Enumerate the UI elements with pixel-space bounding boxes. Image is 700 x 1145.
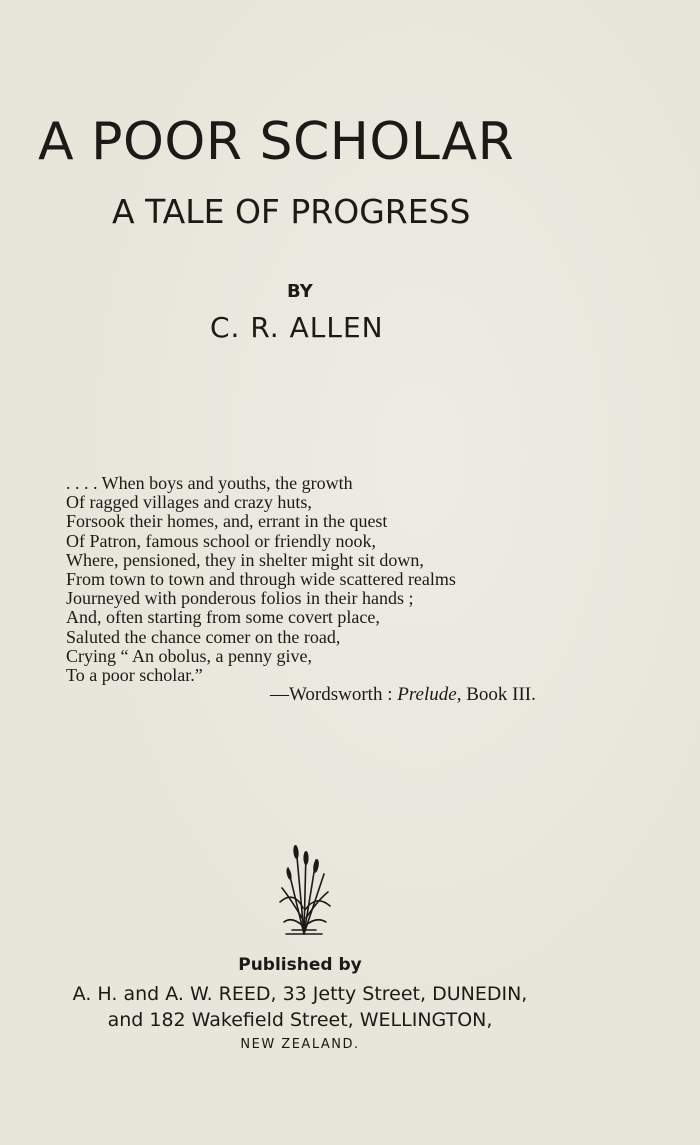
epigraph-line: Crying “ An obolus, a penny give,: [66, 645, 312, 666]
reed-bundle-icon: [276, 838, 332, 938]
epigraph-line: Forsook their homes, and, errant in the quest: [66, 511, 388, 532]
epigraph-line: To a poor scholar.”: [66, 665, 203, 686]
epigraph-line: Of ragged villages and crazy huts,: [66, 492, 312, 513]
epigraph-line: Of Patron, famous school or friendly nook,: [66, 530, 376, 551]
epigraph-line: Journeyed with ponderous folios in their hands ;: [66, 588, 414, 609]
publisher-address-line-2: and 182 Wakefield Street, WELLINGTON,: [107, 1009, 493, 1031]
author-name: C. R. ALLEN: [210, 311, 384, 344]
epigraph-line: . . . . When boys and youths, the growth: [66, 473, 353, 493]
publisher-block: [0, 955, 600, 1052]
by-label: BY: [287, 281, 313, 302]
epigraph-attribution: [270, 684, 536, 706]
book-title: A POOR SCHOLAR: [38, 112, 515, 172]
publisher-address-line-1: A. H. and A. W. REED, 33 Jetty Street, DUNEDIN,: [72, 983, 528, 1005]
attribution-author: —Wordsworth :: [270, 684, 398, 705]
publisher-country: NEW ZEALAND.: [240, 1037, 360, 1052]
epigraph-line: And, often starting from some covert place,: [66, 607, 380, 628]
epigraph-line: From town to town and through wide scattered realms: [66, 569, 456, 590]
attribution-book: Book III.: [461, 684, 536, 705]
epigraph-line: Where, pensioned, they in shelter might sit down,: [66, 549, 424, 570]
book-subtitle: A TALE OF PROGRESS: [112, 192, 471, 231]
epigraph: [66, 474, 456, 685]
published-by-label: Published by: [238, 955, 362, 975]
epigraph-line: Saluted the chance comer on the road,: [66, 626, 341, 647]
attribution-work: Prelude,: [397, 684, 462, 705]
